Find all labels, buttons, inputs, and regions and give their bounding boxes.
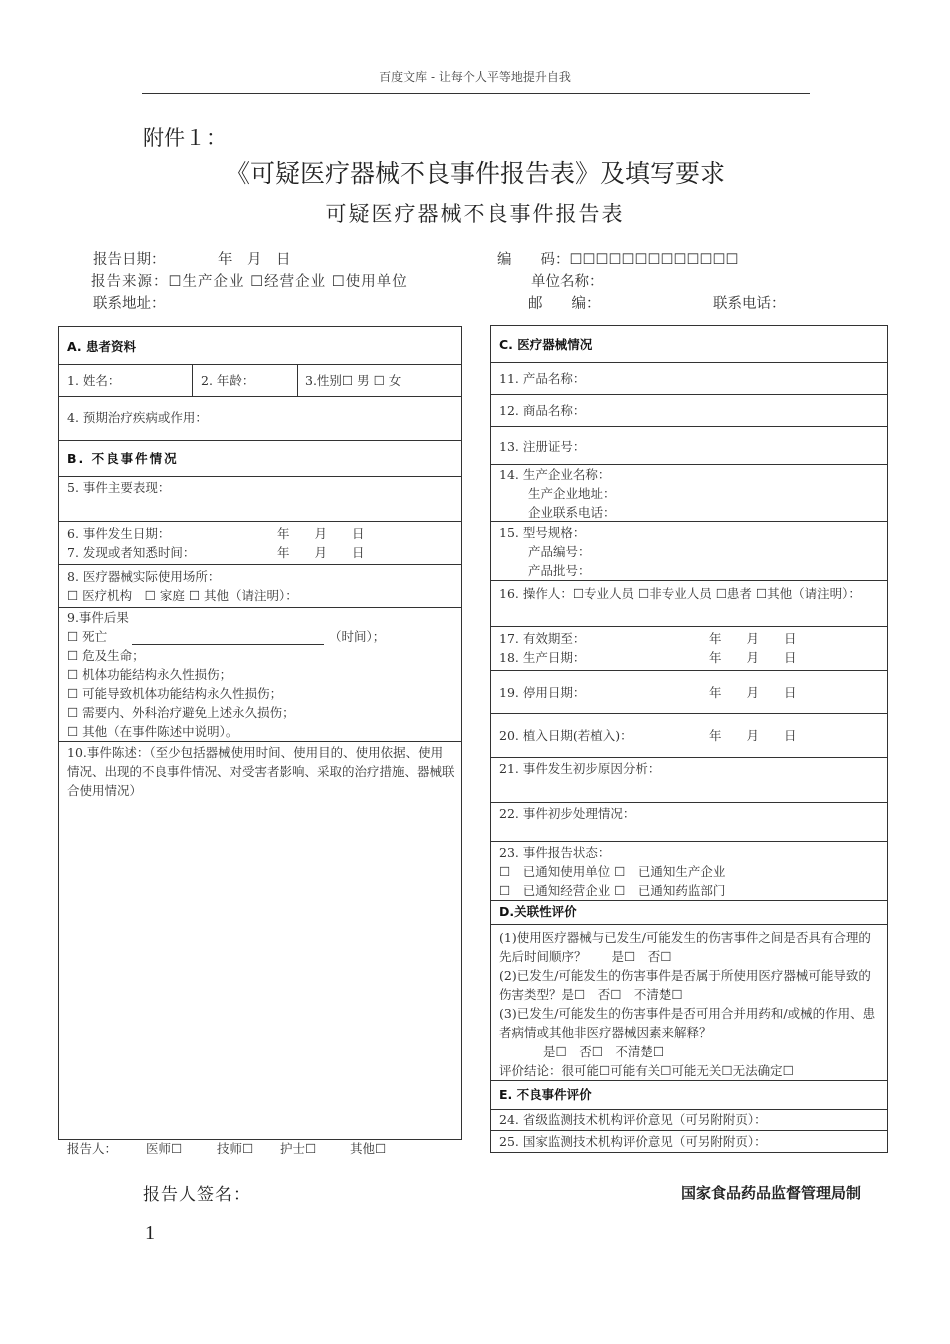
operator-label: 16. 操作人：☐专业人员 ☐非专业人员 ☐患者 ☐其他（请注明）： — [499, 586, 861, 601]
manufacturer-phone-label: 企业联系电话： — [528, 505, 616, 520]
relevance-q2: (2)已发生/可能发生的伤害事件是否属于所使用医疗器械可能导致的伤害类型？是☐ 否☐ 不清楚☐ — [499, 968, 871, 1002]
row-16 — [491, 581, 887, 627]
patient-row — [59, 365, 461, 397]
section-c-title: C. 医疗器械情况 — [499, 337, 593, 352]
outcome-death: ☐ 死亡 — [67, 629, 108, 644]
relevance-q1: (1)使用医疗器械与已发生/可能发生的伤害事件之间是否具有合理的先后时间顺序？ 是☐ 否☐ — [499, 930, 871, 964]
outcome-other: ☐ 其他（在事件陈述中说明）。 — [67, 724, 239, 739]
section-d-body — [491, 925, 887, 1081]
outcome-permanent: ☐ 机体功能结构永久性损伤； — [67, 667, 233, 682]
section-a-title: A. 患者资料 — [67, 339, 137, 354]
section-d-header — [491, 901, 887, 925]
registration-label: 13. 注册证号： — [499, 439, 586, 454]
manufacturer-name-label: 14. 生产企业名称： — [499, 467, 611, 482]
reporter-label: 报告人： — [67, 1141, 118, 1156]
implant-date-value: 年 月 日 — [709, 728, 797, 743]
page-number: 1 — [145, 1222, 155, 1244]
national-evaluation-label: 25. 国家监测技术机构评价意见（可另附附页）： — [499, 1134, 767, 1149]
product-number-label: 产品编号： — [528, 544, 591, 559]
relevance-q3-options: 是☐ 否☐ 不清楚☐ — [543, 1044, 665, 1059]
row-19 — [491, 671, 887, 714]
row-22 — [491, 803, 887, 842]
disease-label: 4. 预期治疗疾病或作用： — [67, 410, 208, 425]
issuing-org: 国家食品药品监督管理局制 — [681, 1184, 862, 1202]
row-25 — [491, 1131, 887, 1154]
description-label: 10.事件陈述：（至少包括器械使用时间、使用目的、使用依据、使用情况、出现的不良事件情况、对受害者影响、采取的治疗措施、器械联合使用情况） — [67, 745, 455, 798]
row-17-18 — [491, 627, 887, 671]
implant-date-label: 20. 植入日期(若植入)： — [499, 728, 633, 743]
report-status-label: 23. 事件报告状态： — [499, 845, 611, 860]
phone-label: 联系电话： — [713, 296, 786, 312]
reporter-doctor: 医师☐ — [146, 1141, 183, 1156]
section-e-header — [491, 1081, 887, 1110]
product-name-label: 11. 产品名称： — [499, 371, 586, 386]
initial-handling-label: 22. 事件初步处理情况： — [499, 806, 636, 821]
row-13 — [491, 427, 887, 465]
dates-row — [59, 522, 461, 565]
left-panel — [58, 326, 462, 1140]
patient-name-label: 1. 姓名： — [67, 373, 121, 388]
report-status-opts-1: ☐ 已通知使用单位 ☐ 已通知生产企业 — [499, 864, 726, 879]
code-field: 编 码：☐☐☐☐☐☐☐☐☐☐☐☐☐ — [497, 252, 739, 268]
row-14 — [491, 465, 887, 522]
expiry-label: 17. 有效期至： — [499, 631, 586, 646]
outcome-death-time: （时间）； — [329, 629, 386, 644]
outcome-treatment: ☐ 需要内、外科治疗避免上述永久损伤； — [67, 705, 295, 720]
patient-age-label: 2. 年龄： — [201, 373, 255, 388]
place-options: ☐ 医疗机构 ☐ 家庭 ☐ 其他（请注明）： — [67, 588, 298, 603]
death-time-line — [132, 644, 324, 645]
row-23 — [491, 842, 887, 901]
section-b-title: B. 不良事件情况 — [67, 451, 179, 466]
relevance-q3: (3)已发生/可能发生的伤害事件是否可用合并用药和/或械的作用、患者病情或其他非医疗器械因素来解释？ — [499, 1006, 876, 1040]
found-date-label: 7. 发现或者知悉时间： — [67, 545, 196, 560]
report-date-label: 报告日期： — [93, 252, 166, 268]
production-date-value: 年 月 日 — [709, 650, 797, 665]
row-20 — [491, 714, 887, 758]
manufacturer-address-label: 生产企业地址： — [528, 486, 616, 501]
unit-name-label: 单位名称： — [531, 274, 604, 290]
header-divider — [142, 93, 810, 94]
section-c-header — [491, 326, 887, 363]
symptom-row — [59, 477, 461, 522]
disease-row — [59, 397, 461, 441]
site-header: 百度文库 - 让每个人平等地提升自我 — [379, 70, 571, 84]
section-b-header — [59, 441, 461, 477]
expiry-value: 年 月 日 — [709, 631, 797, 646]
row-15 — [491, 522, 887, 581]
provincial-evaluation-label: 24. 省级监测技术机构评价意见（可另附附页）： — [499, 1112, 767, 1127]
outcome-life: ☐ 危及生命； — [67, 648, 145, 663]
signature-label: 报告人签名： — [143, 1185, 251, 1205]
trade-name-label: 12. 商品名称： — [499, 403, 586, 418]
report-source: 报告来源：☐生产企业 ☐经营企业 ☐使用单位 — [91, 274, 408, 290]
place-row — [59, 565, 461, 608]
outcome-title: 9.事件后果 — [67, 610, 129, 625]
address-label: 联系地址： — [93, 296, 166, 312]
row-11 — [491, 363, 887, 395]
cause-analysis-label: 21. 事件发生初步原因分析： — [499, 761, 661, 776]
description-row — [59, 742, 461, 1141]
right-panel — [490, 325, 888, 1153]
patient-gender-label: 3.性别☐ 男 ☐ 女 — [305, 373, 402, 388]
section-a-header — [59, 327, 461, 365]
row-12 — [491, 395, 887, 427]
model-label: 15. 型号规格： — [499, 525, 586, 540]
production-date-label: 18. 生产日期： — [499, 650, 586, 665]
report-status-opts-2: ☐ 已通知经营企业 ☐ 已通知药监部门 — [499, 883, 726, 898]
attachment-label: 附件１： — [143, 126, 227, 150]
batch-number-label: 产品批号： — [528, 563, 591, 578]
symptom-label: 5. 事件主要表现： — [67, 480, 171, 495]
section-d-title: D.关联性评价 — [499, 904, 577, 919]
outcome-row — [59, 608, 461, 742]
reporter-nurse: 护士☐ — [280, 1141, 317, 1156]
report-date-value: 年 月 日 — [218, 252, 291, 268]
reporter-technician: 技师☐ — [217, 1141, 254, 1156]
row-24 — [491, 1110, 887, 1131]
row-21 — [491, 758, 887, 803]
form-title: 可疑医疗器械不良事件报告表 — [325, 202, 625, 226]
place-title: 8. 医疗器械实际使用场所： — [67, 569, 221, 584]
stop-date-value: 年 月 日 — [709, 685, 797, 700]
found-date-value: 年 月 日 — [277, 545, 365, 560]
event-date-value: 年 月 日 — [277, 526, 365, 541]
document-title: 《可疑医疗器械不良事件报告表》及填写要求 — [224, 159, 725, 188]
reporter-other: 其他☐ — [350, 1141, 387, 1156]
outcome-possible: ☐ 可能导致机体功能结构永久性损伤； — [67, 686, 283, 701]
section-e-title: E. 不良事件评价 — [499, 1087, 592, 1102]
postcode-label: 邮 编： — [528, 296, 601, 312]
relevance-conclusion: 评价结论：很可能☐可能有关☐可能无关☐无法确定☐ — [499, 1063, 794, 1078]
event-date-label: 6. 事件发生日期： — [67, 526, 171, 541]
stop-date-label: 19. 停用日期： — [499, 685, 586, 700]
